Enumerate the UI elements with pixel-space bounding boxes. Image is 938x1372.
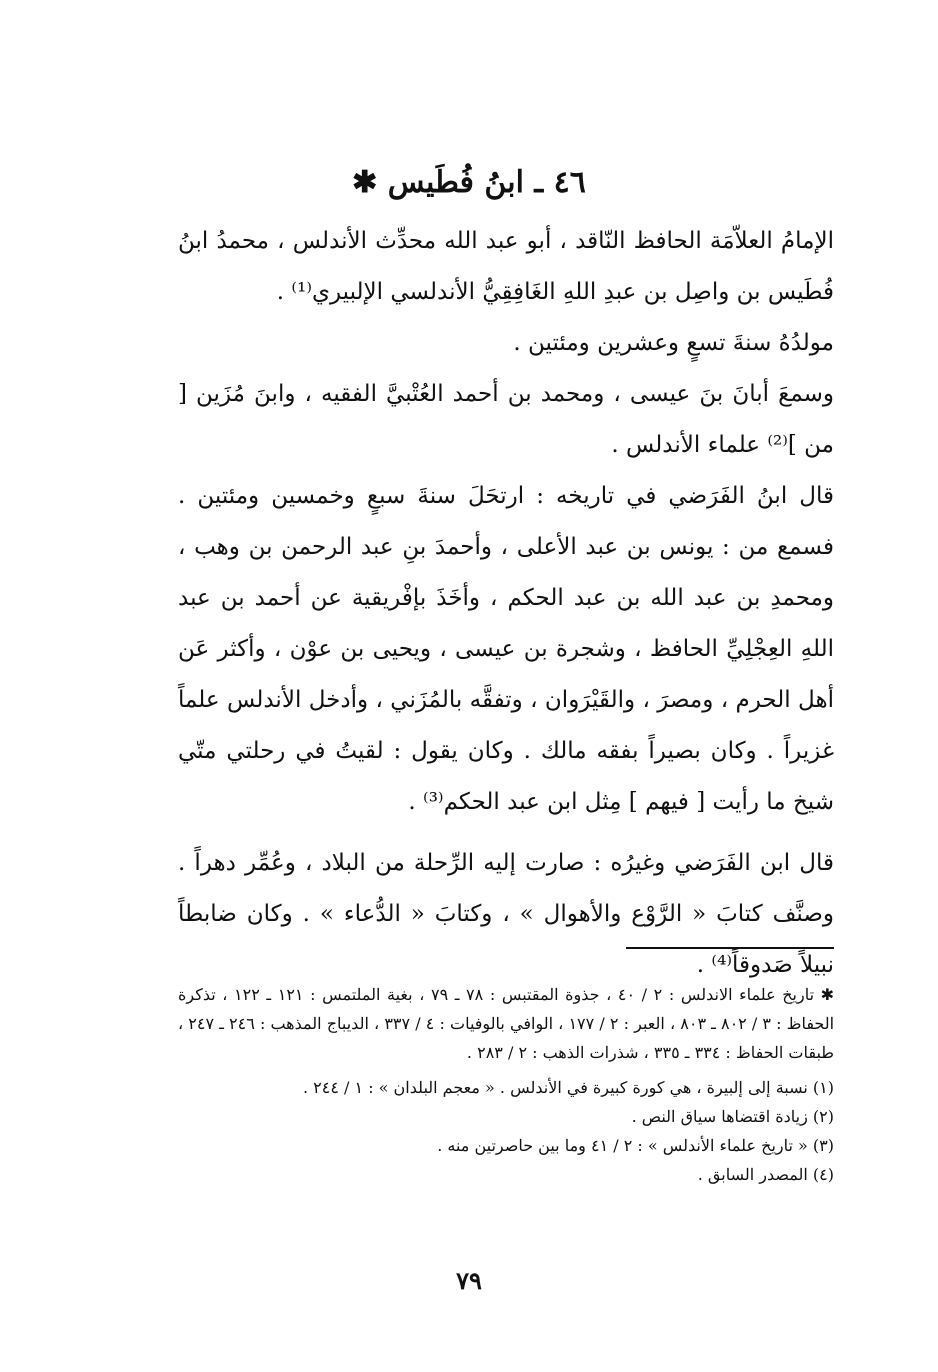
source-footnote: ✱ تاريخ علماء الاندلس : ٢ / ٤٠ ، جذوة المقتبس : ٧٨ ـ ٧٩ ، بغية الملتمس : ١٢١ ـ ١٢٢ ، تذكرة الحفاظ : ٣ / ٨٠٢ ـ ٨٠٣ ، العبر : ٢ / ١٧٧ ، الوافي بالوفيات : ٤ / ٣٣٧ ، الديباج المذهب : ٢٤٦ ـ ٢٤٧ ، طبقات الحفاظ : ٣٣٤ ـ ٣٣٥ ، شذرات الذهب : ٢ / ٢٨٣ .: [178, 985, 835, 1062]
paragraph: الإمامُ العلاّمَة الحافظ النّاقد ، أبو عبد الله محدِّث الأندلس ، محمدُ ابنُ فُطَيس بن واصِل بن عبدِ اللهِ الغَافِقِيُّ الأندلسي الإلبيري⁽¹⁾ .: [178, 228, 834, 305]
footnote-separator: [626, 947, 834, 949]
page-number: ٧٩: [456, 1266, 482, 1295]
footnote: (٤) المصدر السابق .: [697, 1165, 834, 1184]
footnote: (٢) زيادة اقتضاها سياق النص .: [631, 1107, 834, 1126]
chapter-title: ٤٦ ـ ابنُ فُطَيس ✱: [352, 165, 586, 200]
footnote: (١) نسبة إلى إلبيرة ، هي كورة كبيرة في الأندلس . « معجم البلدان » : ١ / ٢٤٤ .: [303, 1078, 834, 1097]
paragraph: وسمعَ أبانَ بنَ عيسى ، ومحمد بن أحمد العُتْبيَّ الفقيه ، وابنَ مُزَين [ من ]⁽²⁾ علماء الأندلس .: [178, 381, 834, 458]
main-text: [178, 216, 834, 991]
paragraph: قال ابن الفَرَضي وغيرُه : صارت إليه الرِّحلة من البلاد ، وعُمِّر دهراً . وصنَّف كتابَ « الرَّوْع والأهوال » ، وكتابَ « الدُّعاء » . وكان ضابطاً نبيلاً صَدوقاً⁽⁴⁾ .: [178, 850, 834, 978]
paragraph: مولدُهُ سنةَ تسعٍ وعشرين ومئتين .: [513, 330, 834, 356]
paragraph: قال ابنُ الفَرَضي في تاريخه : ارتحَلَ سنةَ سبعٍ وخمسين ومئتين . فسمع من : يونس بن عبد الأعلى ، وأحمدَ بنِ عبد الرحمن بن وهب ، ومحمدِ بن عبد الله بن عبد الحكم ، وأخَذَ بإفْريقية عن أحمد بن عبد اللهِ العِجْلِيِّ الحافظ ، وشجرة بن عيسى ، ويحيى بن عوْن ، وأكثر عَن أهل الحرم ، ومصرَ ، والقَيْرَوان ، وتفقَّه بالمُزَني ، وأدخل الأندلس علماً غزيراً . وكان بصيراً بفقه مالك . وكان يقول : لقيتُ في رحلتي متّي شيخ ما رأيت [ فيهم ] مِثل ابن عبد الحكم⁽³⁾ .: [178, 483, 834, 815]
footnote: (٣) « تاريخ علماء الأندلس » : ٢ / ٤١ وما بين حاصرتين منه .: [437, 1136, 834, 1155]
footnotes: [178, 980, 834, 1189]
